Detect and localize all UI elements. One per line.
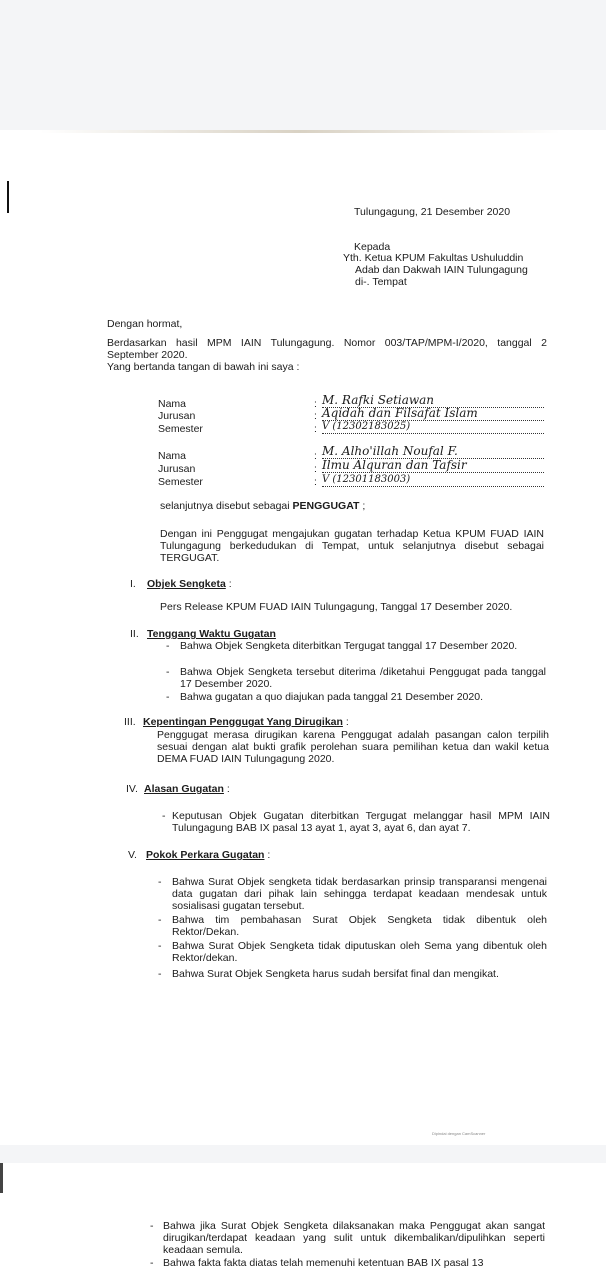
colon: : xyxy=(314,476,317,488)
handwritten-nama-1: M. Rafki Setiawan xyxy=(322,394,544,408)
section-3-suffix: : xyxy=(342,716,349,728)
place-date: Tulungagung, 21 Desember 2020 xyxy=(354,206,511,218)
page2-item-1: Bahwa jika Surat Objek Sengketa dilaksanakan maka Penggugat akan sangat dirugikan/terdapat keadaan yang sulit untuk dikembalikan/dipulihkan seperti keadaan semula. xyxy=(163,1220,545,1256)
section-2-item-2: Bahwa Objek Sengketa tersebut diterima /diketahui Penggugat pada tanggal 17 Desember 2020. xyxy=(180,666,546,690)
section-3-title: Kepentingan Penggugat Yang Dirugikan xyxy=(143,716,343,728)
bullet: - xyxy=(158,914,162,926)
section-1-body: Pers Release KPUM FUAD IAIN Tulungagung, Tanggal 17 Desember 2020. xyxy=(160,601,513,613)
bullet: - xyxy=(158,968,162,980)
scanner-footer: Dipindai dengan CamScanner xyxy=(432,1131,486,1136)
gugatan-paragraph: Dengan ini Penggugat mengajukan gugatan terhadap Ketua KPUM FUAD IAIN Tulungagung berkedudukan di Tempat, untuk selanjutnya disebut sebagai TERGUGAT. xyxy=(160,528,544,564)
page-edge-mark xyxy=(0,1163,3,1193)
bullet: - xyxy=(150,1220,154,1232)
bullet: - xyxy=(158,876,162,888)
handwritten-jurusan-2: Ilmu Alquran dan Tafsir xyxy=(322,459,544,473)
handwritten-jurusan-1: Aqidah dan Filsafat Islam xyxy=(322,407,544,421)
label-semester-1: Semester xyxy=(158,423,203,435)
text-cursor xyxy=(7,181,9,213)
section-2-item-3: Bahwa gugatan a quo diajukan pada tanggal 21 Desember 2020. xyxy=(180,691,483,703)
greeting: Dengan hormat, xyxy=(107,318,183,330)
section-5-title: Pokok Perkara Gugatan xyxy=(146,849,265,861)
label-nama-2: Nama xyxy=(158,450,187,462)
penggugat-line xyxy=(160,500,365,512)
section-2-item-1: Bahwa Objek Sengketa diterbitkan Tergugat tanggal 17 Desember 2020. xyxy=(180,640,518,652)
colon: : xyxy=(314,450,317,462)
recipient-line-2: Adab dan Dakwah IAIN Tulungagung xyxy=(355,264,528,276)
handwritten-semester-1: V (12302183025) xyxy=(322,420,544,434)
handwritten-semester-2: V (12301183003) xyxy=(322,473,544,487)
recipient-line-1: Yth. Ketua KPUM Fakultas Ushuluddin xyxy=(343,252,524,264)
section-3-heading xyxy=(143,716,349,728)
section-5-suffix: : xyxy=(264,849,271,861)
document-page-2 xyxy=(0,1163,606,1280)
intro-line-2: Yang bertanda tangan di bawah ini saya : xyxy=(107,361,300,373)
section-1-title: Objek Sengketa xyxy=(147,578,226,590)
section-5-item-1: Bahwa Surat Objek sengketa tidak berdasarkan prinsip transparansi mengenai data gugatan dari pihak lain sehingga terdapat keadaan mendesak untuk sosialisasi gugatan tersebut. xyxy=(172,876,547,912)
section-5-item-4: Bahwa Surat Objek Sengketa harus sudah bersifat final dan mengikat. xyxy=(172,968,499,980)
recipient-line-3: di-. Tempat xyxy=(355,276,407,288)
kepada-label: Kepada xyxy=(354,241,391,253)
penggugat-prefix: selanjutnya disebut sebagai xyxy=(160,500,293,512)
bullet: - xyxy=(166,640,170,652)
page2-item-2: Bahwa fakta fakta diatas telah memenuhi ketentuan BAB IX pasal 13 xyxy=(163,1257,484,1269)
section-4-item-1: Keputusan Objek Gugatan diterbitkan Tergugat melanggar hasil MPM IAIN Tulungagung BAB IX pasal 13 ayat 1, ayat 3, ayat 6, dan ayat 7. xyxy=(172,810,550,834)
colon: : xyxy=(314,410,317,422)
colon: : xyxy=(314,423,317,435)
section-4-suffix: : xyxy=(223,783,230,795)
penggugat-bold: PENGGUGAT xyxy=(292,500,360,512)
document-page-1 xyxy=(0,130,606,1145)
bullet: - xyxy=(162,810,166,822)
label-jurusan-2: Jurusan xyxy=(158,463,196,475)
bullet: - xyxy=(158,940,162,952)
section-3-body: Penggugat merasa dirugikan karena Penggugat adalah pasangan calon terpilih sesuai dengan alat bukti grafik perolehan suara pemilihan ketua dan wakil ketua DEMA FUAD IAIN Tulungagung 2020. xyxy=(157,729,549,765)
section-4-title: Alasan Gugatan xyxy=(144,783,224,795)
section-2-title: Tenggang Waktu Gugatan xyxy=(147,628,276,640)
scan-edge xyxy=(40,130,560,133)
section-1-suffix: : xyxy=(225,578,232,590)
intro-paragraph: Berdasarkan hasil MPM IAIN Tulungagung. Nomor 003/TAP/MPM-I/2020, tanggal 2 September 2020. xyxy=(107,337,547,361)
colon: : xyxy=(314,463,317,475)
label-nama-1: Nama xyxy=(158,398,187,410)
bullet: - xyxy=(166,666,170,678)
bullet: - xyxy=(166,691,170,703)
section-5-number: V. xyxy=(128,849,137,861)
section-4-heading xyxy=(144,783,230,795)
section-4-number: IV. xyxy=(126,783,138,795)
bullet: - xyxy=(150,1257,154,1269)
section-3-number: III. xyxy=(124,716,136,728)
section-5-heading xyxy=(146,849,270,861)
section-2-number: II. xyxy=(130,628,139,640)
handwritten-nama-2: M. Alho'illah Noufal F. xyxy=(322,445,544,459)
section-1-heading xyxy=(147,578,232,590)
section-5-item-2: Bahwa tim pembahasan Surat Objek Sengketa tidak dibentuk oleh Rektor/Dekan. xyxy=(172,914,547,938)
colon: : xyxy=(314,398,317,410)
section-2-heading xyxy=(147,628,276,640)
penggugat-suffix: ; xyxy=(359,500,366,512)
label-jurusan-1: Jurusan xyxy=(158,410,196,422)
section-5-item-3: Bahwa Surat Objek Sengketa tidak diputuskan oleh Sema yang dibentuk oleh Rektor/dekan. xyxy=(172,940,547,964)
section-1-number: I. xyxy=(130,578,136,590)
label-semester-2: Semester xyxy=(158,476,203,488)
